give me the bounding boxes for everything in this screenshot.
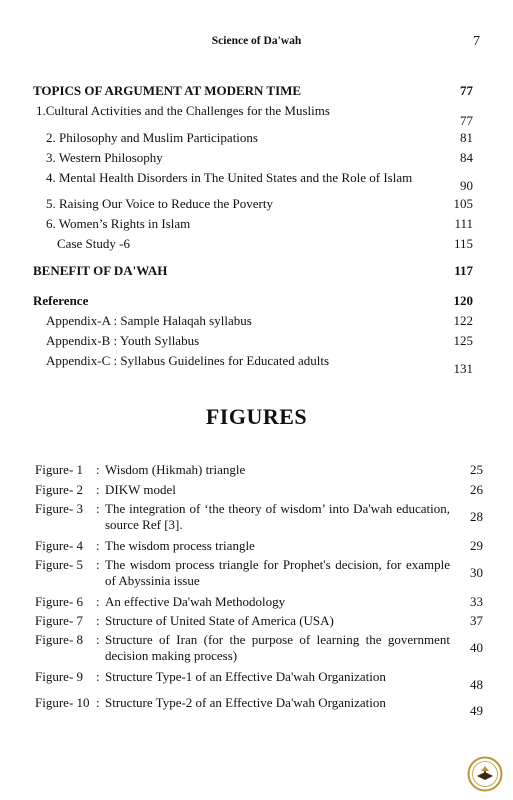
figure-page: 40 [470, 640, 483, 655]
figure-page: 29 [470, 538, 483, 553]
figure-number: Figure- 7 [35, 613, 84, 628]
toc-entry-label: 4. Mental Health Disorders in The United States and the Role of Islam [46, 170, 413, 185]
figure-page: 26 [470, 482, 483, 497]
figure-title: The wisdom process triangle [105, 538, 255, 553]
figure-number: Figure- 1 [35, 462, 84, 477]
toc-entry-page: 125 [453, 333, 473, 348]
figure-colon: : [96, 538, 100, 553]
toc-entry-page: 105 [453, 196, 473, 211]
figure-title: An effective Da'wah Methodology [105, 594, 286, 609]
toc-entry-label: TOPICS OF ARGUMENT AT MODERN TIME [33, 83, 302, 98]
figure-page: 49 [470, 703, 483, 718]
toc-entry-page: 84 [460, 150, 473, 165]
figure-number: Figure- 4 [35, 538, 84, 553]
toc-entry-page: 77 [460, 83, 473, 98]
figure-title: The wisdom process triangle for Prophet's decision, for example of Abyssinia issue [105, 557, 450, 588]
figure-number: Figure- 5 [35, 557, 84, 572]
figure-title: Structure Type-2 of an Effective Da'wah Organization [105, 695, 386, 710]
toc-entry-label: 5. Raising Our Voice to Reduce the Poverty [46, 196, 273, 211]
figure-colon: : [96, 669, 100, 684]
toc-entry-label: Reference [33, 293, 89, 308]
figure-colon: : [96, 613, 100, 628]
toc-entry-label: 2. Philosophy and Muslim Participations [46, 130, 258, 145]
toc-entry-page: 115 [453, 236, 473, 251]
figure-page: 30 [470, 565, 483, 580]
toc-entry-label: BENEFIT OF DA'WAH [33, 263, 168, 278]
figure-colon: : [96, 557, 100, 572]
toc-entry-page: 81 [460, 130, 473, 145]
figure-title: Structure of Iran (for the purpose of learning the government decision making process) [105, 632, 450, 663]
toc-entry-label: 1.Cultural Activities and the Challenges for the Muslims [36, 103, 330, 118]
page-number: 7 [473, 34, 480, 49]
figure-title: Structure Type-1 of an Effective Da'wah Organization [105, 669, 386, 684]
toc-entry-page: 111 [454, 216, 473, 231]
toc-entry-page: 131 [453, 361, 473, 376]
toc-entry-page: 120 [453, 293, 473, 308]
toc-entry-label: Appendix-A : Sample Halaqah syllabus [46, 313, 252, 328]
figure-colon: : [96, 462, 100, 477]
toc-entry-label: Appendix-B : Youth Syllabus [46, 333, 200, 348]
running-header: Science of Da'wah [211, 35, 302, 47]
figure-title: Wisdom (Hikmah) triangle [105, 462, 246, 477]
toc-entry-page: 77 [460, 113, 473, 128]
figure-title: DIKW model [105, 482, 176, 497]
toc-entry-page: 122 [453, 313, 473, 328]
figure-colon: : [96, 482, 100, 497]
toc-entry-label: 3. Western Philosophy [46, 150, 163, 165]
figure-number: Figure- 3 [35, 501, 84, 516]
figure-colon: : [96, 501, 100, 516]
figure-page: 28 [470, 509, 483, 524]
publisher-seal-icon [467, 756, 503, 792]
toc-entry-label: 6. Women’s Rights in Islam [46, 216, 191, 231]
figure-number: Figure- 6 [35, 594, 84, 609]
figure-page: 33 [470, 594, 483, 609]
toc-entry-label: Case Study -6 [57, 236, 130, 251]
toc-entry-page: 117 [454, 263, 473, 278]
toc-entry-page: 90 [460, 178, 473, 193]
figure-number: Figure- 10 [35, 695, 90, 710]
figures-heading: FIGURES [205, 404, 308, 429]
figure-number: Figure- 2 [35, 482, 84, 497]
toc-entry-label: Appendix-C : Syllabus Guidelines for Educated adults [46, 353, 330, 368]
figure-page: 48 [470, 677, 483, 692]
figure-colon: : [96, 632, 100, 647]
figure-colon: : [96, 695, 100, 710]
figure-number: Figure- 8 [35, 632, 84, 647]
figure-number: Figure- 9 [35, 669, 84, 684]
figure-page: 37 [470, 613, 483, 628]
figure-page: 25 [470, 462, 483, 477]
figure-title: The integration of ‘the theory of wisdom’ into Da'wah education, source Ref [3]. [105, 501, 450, 532]
figure-title: Structure of United State of America (USA) [105, 613, 334, 628]
figure-colon: : [96, 594, 100, 609]
